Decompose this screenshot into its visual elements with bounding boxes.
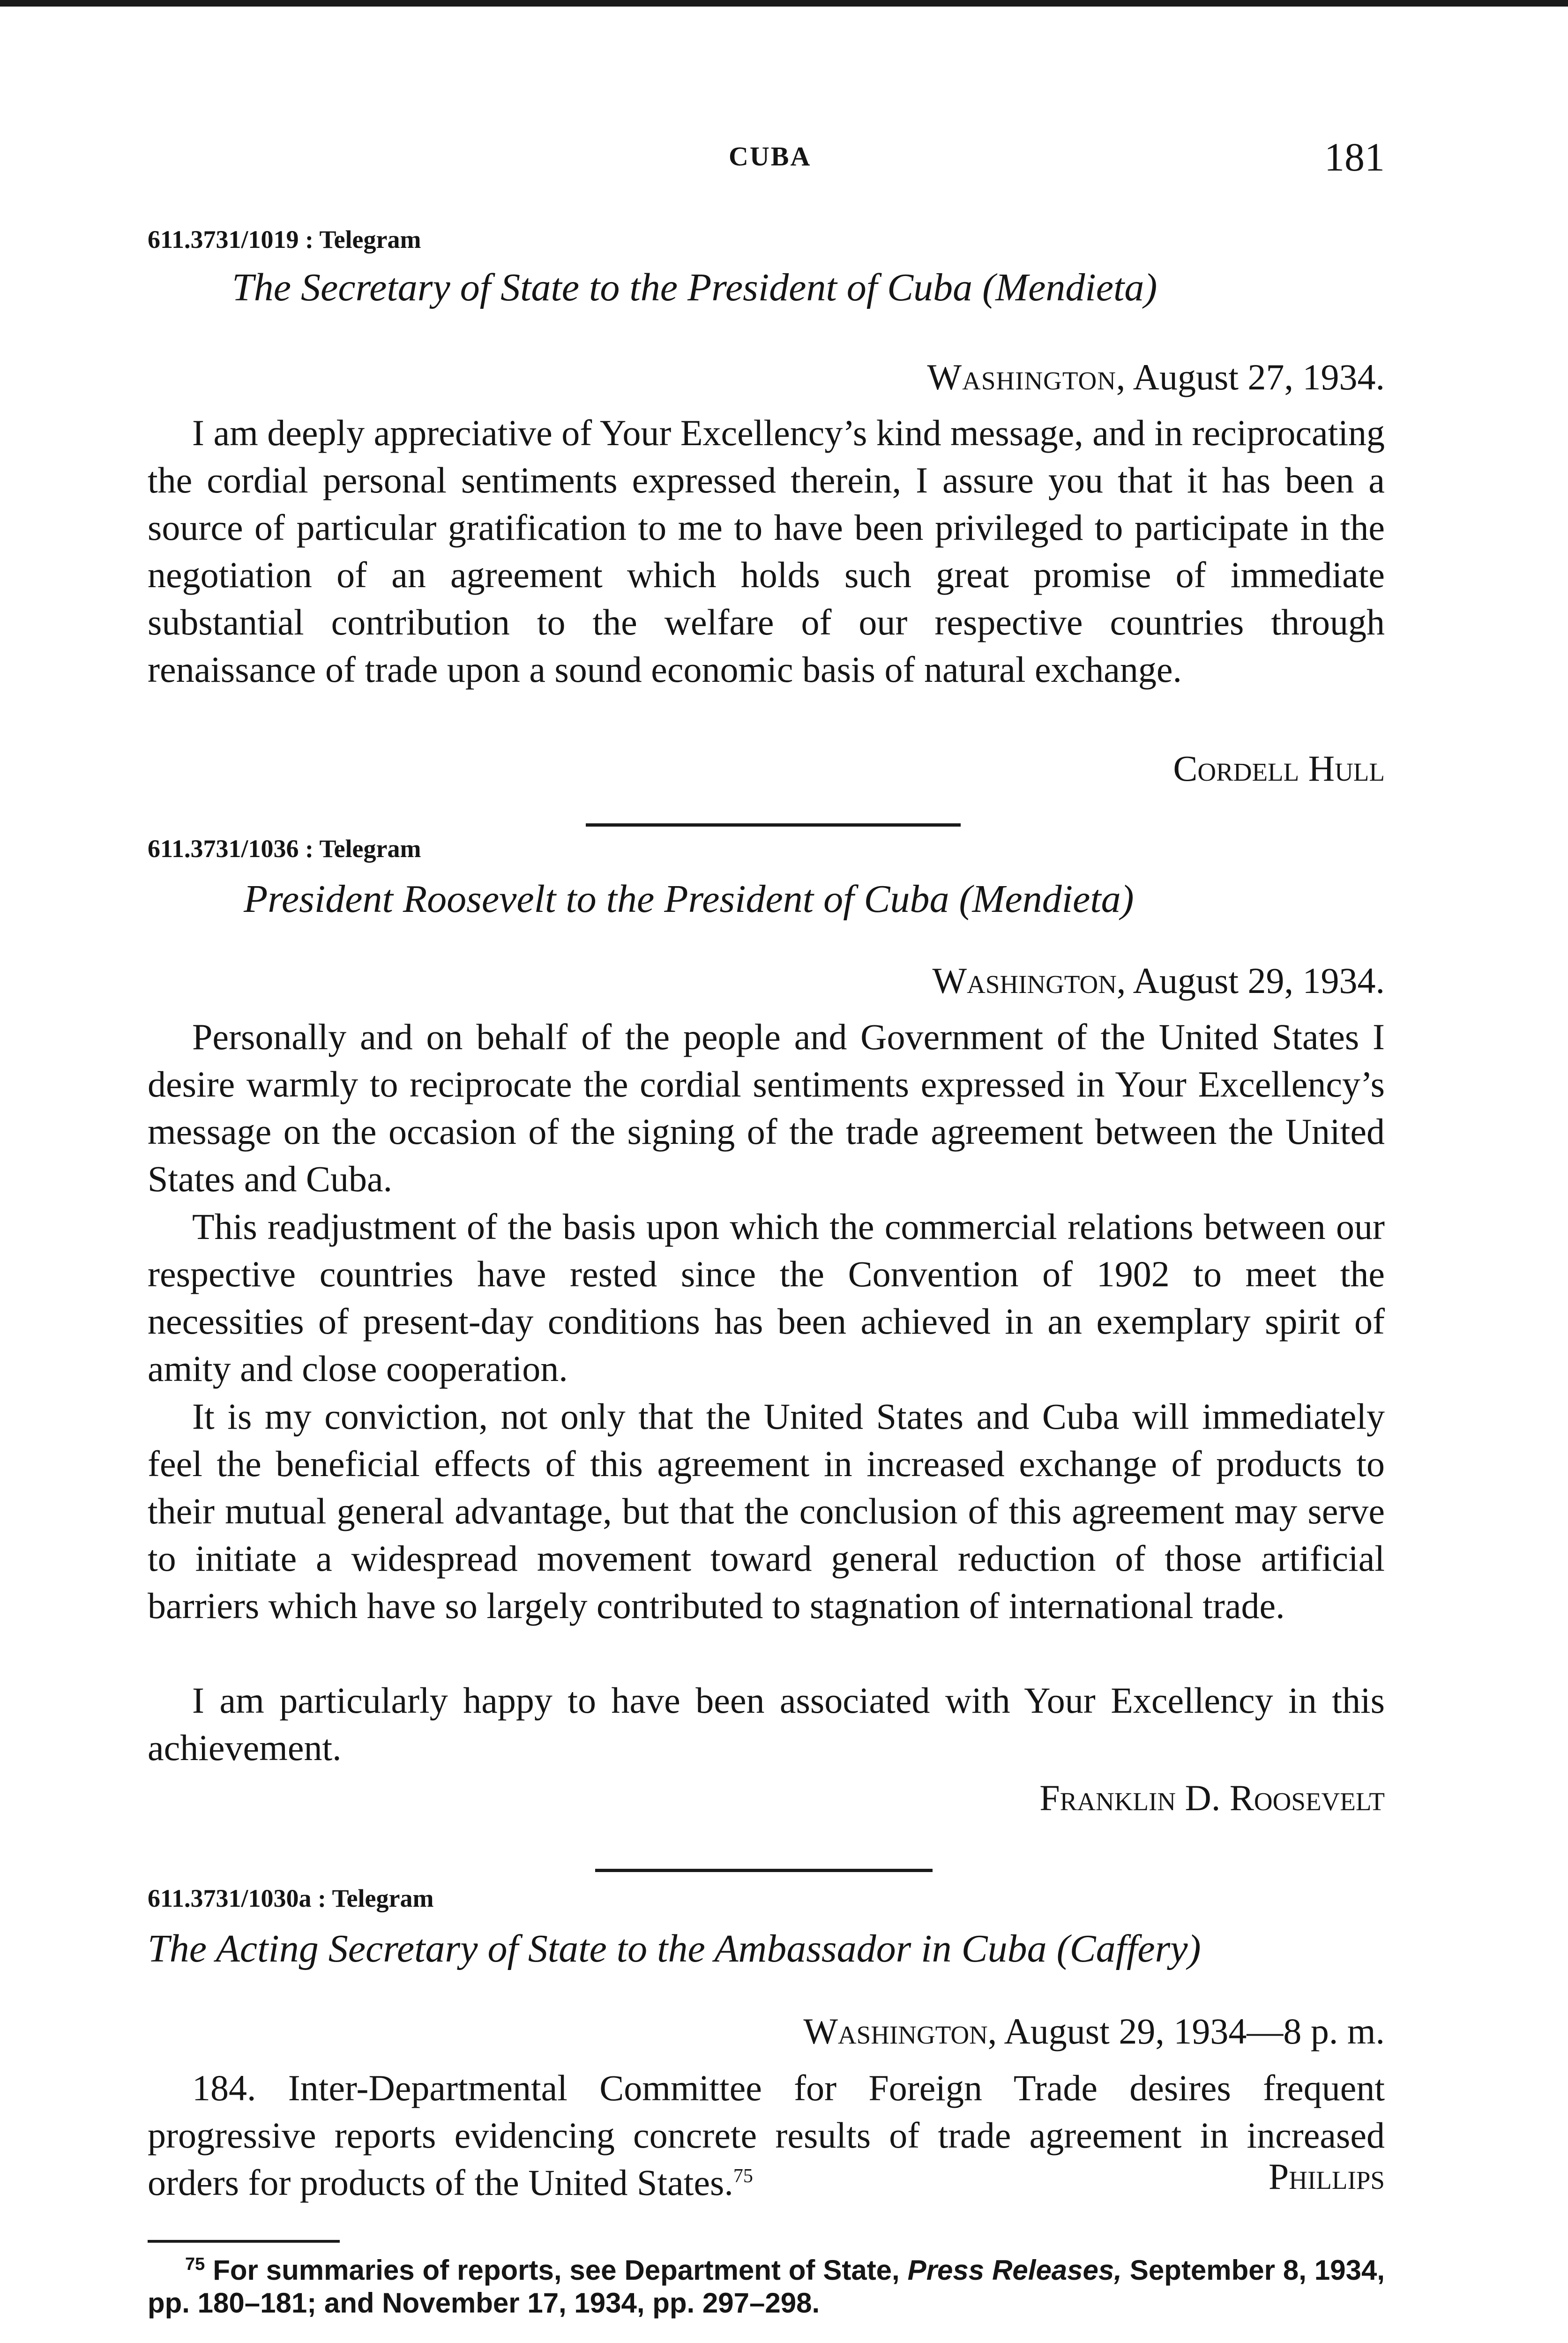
- document-2-paragraph-3: It is my conviction, not only that the United States and Cuba will immediately feel the beneficial effects of this agreement in increased exchange of products to their mutual general advantage, but that the conclusion of this agreement may serve to initiate a widespread movement toward general reduction of those artificial barriers which have so largely contributed to stagnation of international trade.: [148, 1396, 1385, 1626]
- footnote: [148, 2254, 1385, 2320]
- footnote-reference: 75: [733, 2165, 753, 2187]
- document-1-heading-name: (Mendieta): [982, 266, 1157, 309]
- document-2-dateline: [932, 960, 1385, 1002]
- document-1-dateline-date: August 27, 1934.: [1133, 357, 1385, 397]
- document-3-paragraph-1: [148, 2064, 1385, 2206]
- footnote-text-before: For summaries of reports, see Department of State,: [213, 2254, 900, 2286]
- document-2-heading-name: (Mendieta): [959, 877, 1134, 921]
- document-3-heading: [148, 1926, 1201, 1971]
- document-2-heading: [244, 876, 1134, 922]
- document-1-heading: [232, 265, 1157, 310]
- top-border-rule: [0, 0, 1568, 7]
- footnote-rule: [148, 2240, 340, 2243]
- separator-rule-1: [586, 823, 961, 827]
- document-2-paragraph-1: Personally and on behalf of the people and Government of the United States I desire warmly to reciprocate the cordial sentiments expressed in Your Excellency’s message on the occasion of the signing of the trade agreement between the United States and Cuba.: [148, 1016, 1385, 1199]
- document-3-dateline-city: Washington,: [803, 2011, 997, 2052]
- page-number: 181: [1324, 134, 1385, 179]
- document-2-dateline-date: August 29, 1934.: [1133, 960, 1385, 1001]
- footnote-marker: 75: [185, 2254, 205, 2274]
- document-2-signature: Franklin D. Roosevelt: [1039, 1777, 1385, 1818]
- document-3-id: 611.3731/1030a : Telegram: [148, 1884, 434, 1912]
- document-2-paragraph-4: I am particularly happy to have been associated with Your Excellency in this achievement.: [148, 1680, 1385, 1768]
- document-3-heading-main: The Acting Secretary of State to the Ambassador in Cuba: [148, 1927, 1047, 1970]
- running-title: CUBA: [729, 141, 812, 172]
- document-3-signature: Phillips: [1268, 2156, 1385, 2197]
- document-2-dateline-city: Washington,: [932, 960, 1126, 1001]
- document-1-dateline: [927, 356, 1385, 398]
- document-3-dateline-date: August 29, 1934—8 p. m.: [1004, 2011, 1385, 2052]
- document-3-paragraph-1-text: 184. Inter-Departmental Committee for Foreign Trade desires frequent progressive reports evidencing concrete results of trade agreement in increased orders for products of the United States.: [148, 2067, 1385, 2203]
- document-1-dateline-city: Washington,: [927, 357, 1126, 397]
- footnote-text-after: September 8, 1934, pp. 180–181; and November 17, 1934, pp. 297–298.: [148, 2254, 1385, 2319]
- document-1-heading-main: The Secretary of State to the President of Cuba: [232, 266, 973, 309]
- document-1-id: 611.3731/1019 : Telegram: [148, 225, 421, 254]
- document-3-heading-name: (Caffery): [1056, 1927, 1201, 1970]
- footnote-italic-title: Press Releases,: [907, 2254, 1122, 2286]
- document-2-id: 611.3731/1036 : Telegram: [148, 835, 421, 863]
- document-2-paragraph-2: This readjustment of the basis upon which the commercial relations between our respective countries have rested since the Convention of 1902 to meet the necessities of present-day conditions has been achieved in an exemplary spirit of amity and close cooperation.: [148, 1206, 1385, 1389]
- document-3-dateline: [803, 2010, 1385, 2052]
- separator-rule-2: [595, 1869, 933, 1872]
- document-2-heading-main: President Roosevelt to the President of Cuba: [244, 877, 949, 921]
- document-1-signature: Cordell Hull: [1173, 748, 1385, 789]
- document-1-paragraph-1: I am deeply appreciative of Your Excellency’s kind message, and in reciprocating the cordial personal sentiments expressed therein, I assure you that it has been a source of particular gratification to me to have been privileged to participate in the negotiation of an agreement which holds such great promise of immediate substantial contribution to the welfare of our respective countries through renaissance of trade upon a sound economic basis of natural exchange.: [148, 412, 1385, 690]
